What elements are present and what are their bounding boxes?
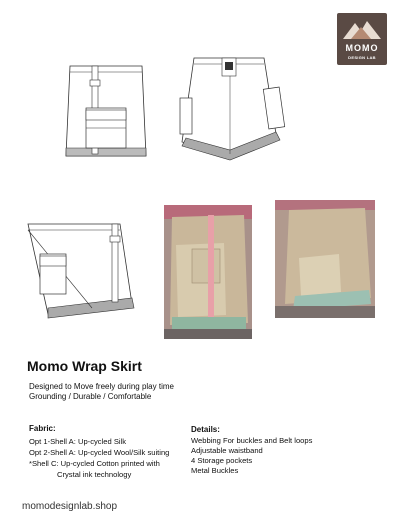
fabric-heading: Fabric: <box>29 424 56 433</box>
product-photo-front <box>164 205 252 339</box>
fabric-item: *Shell C: Up-cycled Cotton printed with <box>29 459 160 468</box>
details-item: Metal Buckles <box>191 466 239 475</box>
details-item: Adjustable waistband <box>191 446 263 455</box>
fabric-item: Opt 2-Shell A: Up-cycled Wool/Silk suiting <box>29 448 170 457</box>
description-line: Grounding / Durable / Comfortable <box>29 392 152 401</box>
details-list <box>191 436 312 476</box>
mountain-logo-icon <box>337 13 387 43</box>
product-title: Momo Wrap Skirt <box>27 358 142 374</box>
details-heading: Details: <box>191 425 220 434</box>
sketch-front-view <box>172 50 290 162</box>
logo-name: MOMO <box>345 43 379 53</box>
product-description <box>29 382 174 402</box>
sketch-side-view <box>60 58 160 168</box>
brand-logo <box>337 13 387 65</box>
details-item: Webbing For buckles and Belt loops <box>191 436 313 445</box>
fabric-item: Crystal ink technology <box>57 470 132 479</box>
description-line: Designed to Move freely during play time <box>29 382 174 391</box>
product-photo-side <box>275 200 375 318</box>
shop-url[interactable]: momodesignlab.shop <box>22 501 118 512</box>
fabric-item: Opt 1-Shell A: Up-cycled Silk <box>29 437 127 446</box>
logo-subtitle: DESIGN LAB <box>348 55 376 60</box>
fabric-list <box>29 436 169 480</box>
details-item: 4 Storage pockets <box>191 456 253 465</box>
sketch-wrap-view <box>22 210 140 322</box>
